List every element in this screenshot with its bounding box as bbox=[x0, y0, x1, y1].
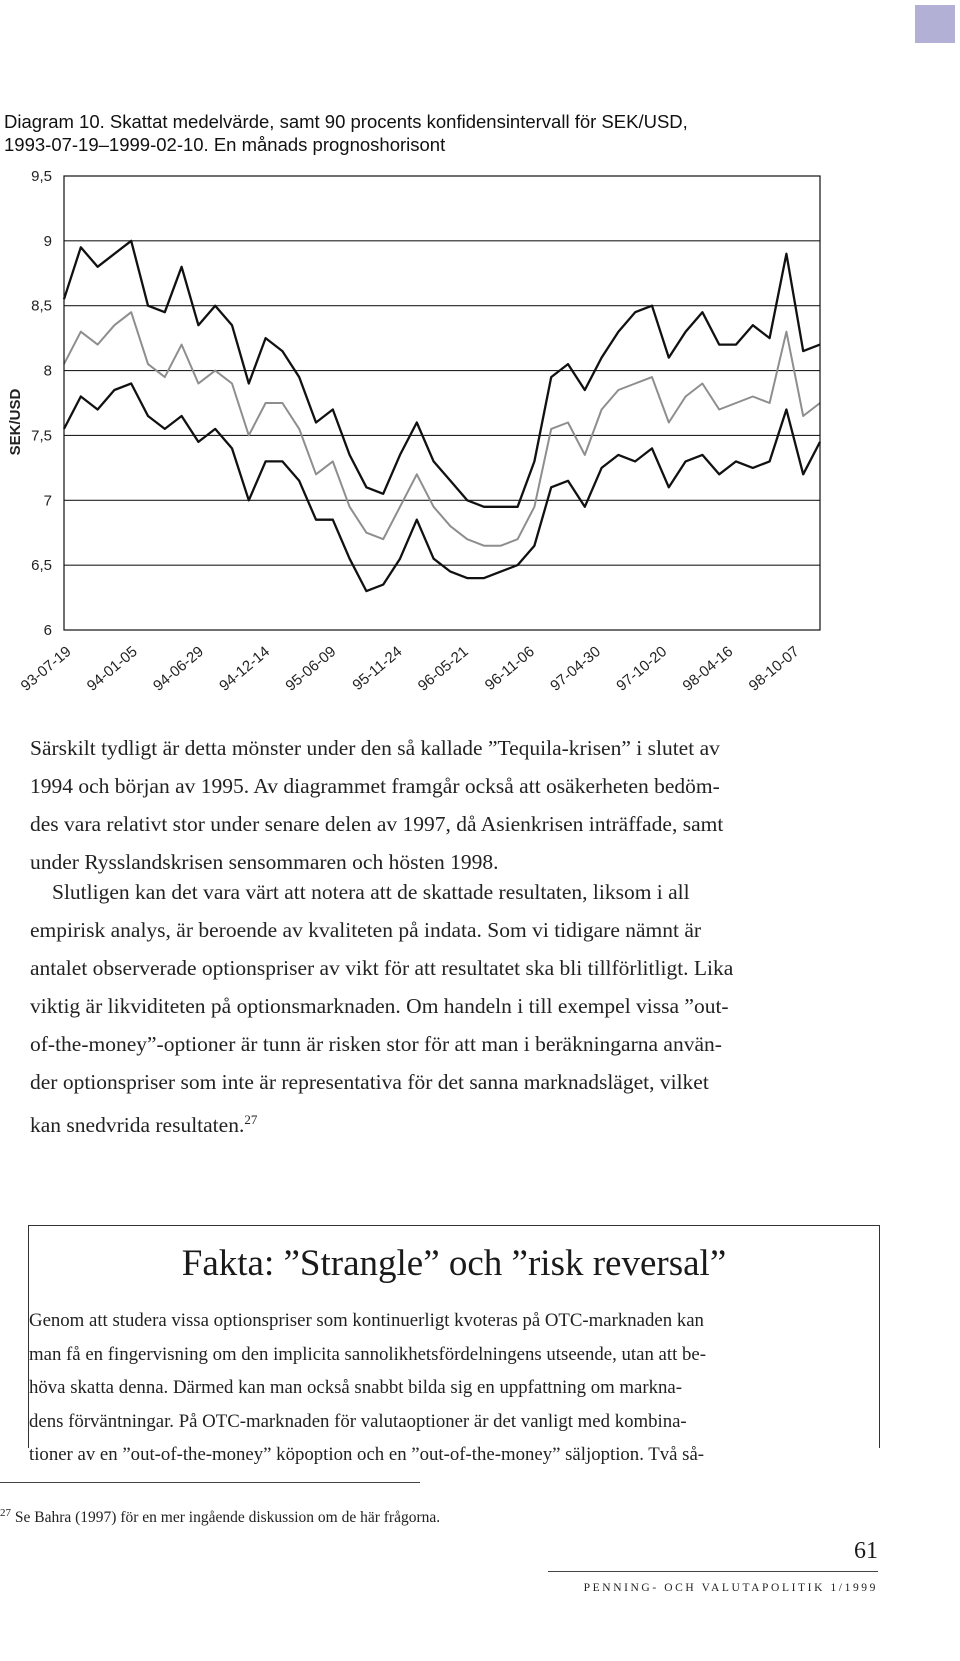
footnote-reference[interactable]: 27 bbox=[244, 1112, 258, 1127]
x-tick-label: 96-05-21 bbox=[414, 643, 472, 695]
x-axis-tick-labels bbox=[18, 643, 803, 695]
article-line: empirisk analys, är beroende av kvaliteten på indata. Som vi tidigare nämnt är bbox=[30, 918, 702, 942]
running-footer: PENNING- OCH VALUTAPOLITIK 1/1999 bbox=[583, 1582, 878, 1594]
article-line: 1994 och början av 1995. Av diagrammet framgår också att osäkerheten bedöm- bbox=[30, 774, 720, 798]
article-line: Särskilt tydligt är detta mönster under den så kallade ”Tequila-krisen” i slutet av bbox=[30, 736, 720, 760]
footnote-number: 27 bbox=[0, 1507, 11, 1519]
y-axis-label: SEK/USD bbox=[7, 388, 24, 456]
article-paragraph-2 bbox=[30, 873, 876, 1144]
x-tick-label: 97-10-20 bbox=[613, 643, 671, 695]
series-line-3 bbox=[64, 384, 820, 592]
article-paragraph-1 bbox=[30, 729, 876, 881]
x-tick-label: 94-06-29 bbox=[150, 643, 207, 695]
footnote-text: Se Bahra (1997) för en mer ingående diskussion om de här frågorna. bbox=[14, 1509, 441, 1527]
article-line: viktig är likviditeten på optionsmarknaden. Om handeln i till exempel vissa ”out- bbox=[30, 994, 729, 1018]
fact-box-text bbox=[29, 1304, 875, 1472]
y-tick-label: 8,5 bbox=[31, 297, 52, 315]
article-line: des vara relativt stor under senare delen av 1997, då Asienkrisen inträffade, samt bbox=[30, 812, 724, 836]
x-tick-label: 95-06-09 bbox=[282, 643, 340, 695]
fact-box-line: man få en fingervisning om den implicita sannolikhetsfördelningens utseende, utan att be- bbox=[29, 1343, 706, 1365]
series-line-2 bbox=[64, 312, 820, 546]
x-tick-label: 96-11-06 bbox=[481, 643, 538, 694]
footnote bbox=[0, 1503, 900, 1528]
y-tick-label: 9,5 bbox=[31, 170, 52, 185]
corner-color-tab bbox=[915, 5, 955, 43]
fact-box-line: dens förväntningar. På OTC-marknaden för valutaoptioner är det vanligt med kombina- bbox=[29, 1410, 687, 1432]
fact-box-title: Fakta: ”Strangle” och ”risk reversal” bbox=[181, 1243, 727, 1284]
y-tick-label: 7 bbox=[43, 492, 52, 510]
fact-box-line: tioner av en ”out-of-the-money” köpoption och en ”out-of-the-money” säljoption. Två så- bbox=[29, 1444, 705, 1465]
y-tick-label: 6,5 bbox=[31, 557, 52, 575]
series-line-1 bbox=[64, 241, 820, 507]
x-tick-label: 93-07-19 bbox=[17, 643, 75, 695]
y-tick-label: 6 bbox=[43, 622, 52, 639]
fact-box-line: Genom att studera vissa optionspriser som kontinuerligt kvoteras på OTC-marknaden kan bbox=[29, 1310, 704, 1331]
article-line-text: kan snedvrida resultaten. bbox=[30, 1113, 245, 1138]
article-line: der optionspriser som inte är representativa för det sanna marknadsläget, vilket bbox=[30, 1070, 709, 1094]
x-tick-label: 97-04-30 bbox=[547, 643, 605, 695]
y-tick-label: 9 bbox=[43, 232, 52, 250]
fact-box-line: höva skatta denna. Därmed kan man också snabbt bilda sig en uppfattning om markna- bbox=[29, 1377, 682, 1398]
page-number: 61 bbox=[854, 1538, 878, 1564]
sek-usd-chart bbox=[0, 170, 900, 715]
y-tick-label: 7,5 bbox=[31, 427, 52, 445]
plot-frame bbox=[64, 176, 820, 630]
fact-box bbox=[28, 1225, 880, 1465]
y-axis-tick-labels bbox=[31, 170, 52, 639]
footer-divider bbox=[548, 1571, 878, 1572]
article-line: under Rysslandskrisen sensommaren och hösten 1998. bbox=[30, 850, 499, 874]
article-line: of-the-money”-optioner är tunn är risken stor för att man i beräkningarna använ- bbox=[30, 1032, 722, 1056]
article-line: antalet observerade optionspriser av vikt för att resultatet ska bli tillförlitligt. Lika bbox=[30, 956, 734, 980]
x-tick-label: 94-01-05 bbox=[83, 643, 141, 695]
figure-title-line-2: 1993-07-19–1999-02-10. En månads prognoshorisont bbox=[4, 134, 446, 155]
y-tick-label: 8 bbox=[43, 362, 52, 380]
figure-title bbox=[4, 110, 904, 156]
figure-title-line-1: Diagram 10. Skattat medelvärde, samt 90 procents konfidensintervall för SEK/USD, bbox=[4, 111, 688, 132]
footnote-divider bbox=[0, 1482, 420, 1483]
x-tick-label: 98-04-16 bbox=[679, 643, 737, 695]
x-tick-label: 98-10-07 bbox=[745, 643, 803, 695]
x-tick-label: 95-11-24 bbox=[349, 643, 406, 694]
article-line-last bbox=[30, 1101, 876, 1144]
article-line: Slutligen kan det vara värt att notera att de skattade resultaten, liksom i all bbox=[52, 880, 690, 904]
chart-series bbox=[64, 241, 820, 591]
x-tick-label: 94-12-14 bbox=[216, 643, 274, 695]
